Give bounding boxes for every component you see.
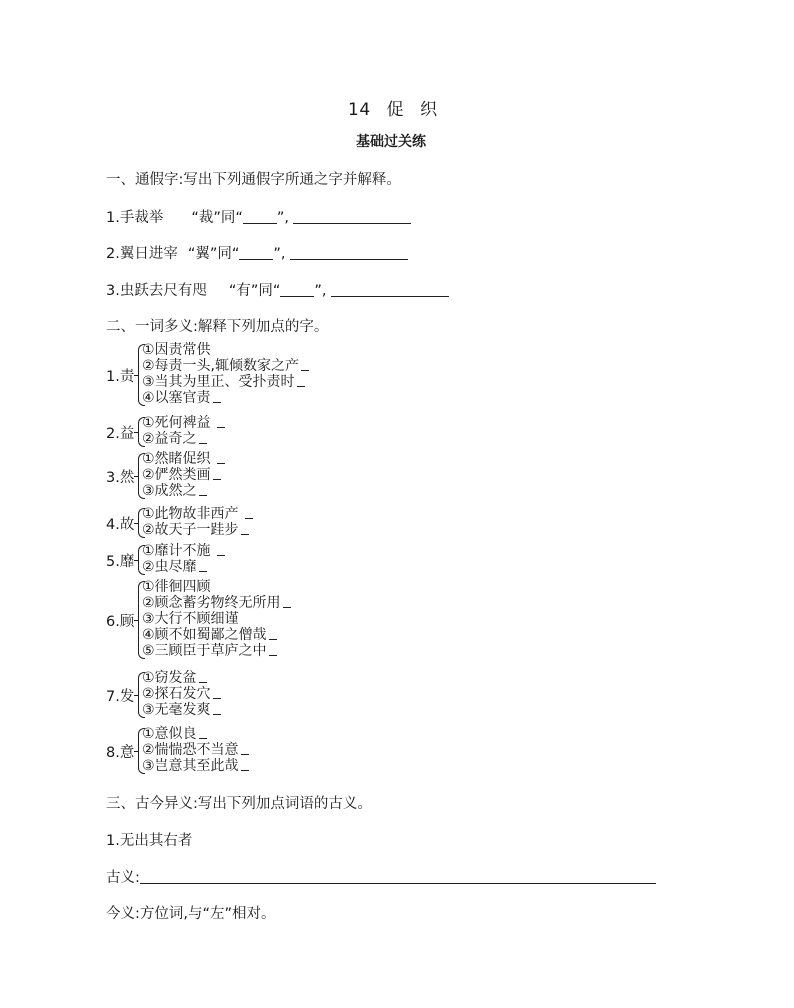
list-item: ①靡计不施: [142, 543, 225, 559]
title-char-2: 织: [420, 100, 438, 120]
fill-item-1: 1.手裁举 “裁”同“ ”,: [106, 206, 411, 227]
answer-blank[interactable]: [140, 869, 656, 884]
list-item: ②顾念蓄劣物终无所用: [142, 595, 291, 611]
section1-heading: 一、通假字:写出下列通假字所通之字并解释。: [106, 172, 401, 188]
list-item: ④顾不如蜀鄙之僧哉: [142, 627, 291, 643]
list-item: ②虫尽靡: [142, 559, 225, 575]
jin-meaning: 今义:方位词,与“左”相对。: [106, 906, 276, 922]
page-title: [348, 95, 438, 120]
list-item: ①窃发盆: [142, 670, 221, 686]
list-item: ③无毫发爽: [142, 702, 221, 718]
gu-meaning-row: [106, 866, 656, 887]
list-item: ②探石发穴: [142, 686, 221, 702]
list-item: ③大行不顾细谨: [142, 611, 239, 627]
list-item: ②俨然类画: [142, 467, 225, 483]
list-item: ②故天子一跬步: [142, 522, 253, 538]
list-item: ①意似良: [142, 726, 249, 742]
answer-blank[interactable]: [243, 209, 277, 224]
lesson-number: 14: [348, 100, 371, 120]
answer-blank[interactable]: [239, 245, 273, 260]
list-item: ②益奇之: [142, 431, 225, 447]
answer-blank[interactable]: [293, 209, 411, 224]
title-char-1: 促: [386, 100, 405, 120]
list-item: ②每责一头,辄倾数家之产: [142, 358, 309, 374]
list-item: ①因责常供: [142, 342, 211, 358]
answer-blank[interactable]: [290, 245, 408, 260]
list-item: ⑤三顾臣于草庐之中: [142, 643, 291, 659]
question-item: 1.无出其右者: [106, 833, 193, 849]
list-item: ①然睹促织: [142, 451, 225, 467]
list-item: ①此物故非西产: [142, 506, 253, 522]
list-item: ①徘徊四顾: [142, 579, 211, 595]
gu-label: 古义:: [106, 870, 140, 886]
fill-item-2: 2.翼日进宰 “翼”同“ ”,: [106, 242, 408, 263]
fill-item-3: 3.虫跃去尺有咫 “有”同“ ”,: [106, 279, 449, 300]
list-item: ③当其为里正、受扑责时: [142, 374, 309, 390]
list-item: ④以塞官责: [142, 390, 309, 406]
section2-heading: 二、一词多义:解释下列加点的字。: [106, 319, 329, 335]
answer-blank[interactable]: [280, 282, 314, 297]
section3-heading: 三、古今异义:写出下列加点词语的古义。: [106, 796, 372, 812]
answer-blank[interactable]: [331, 282, 449, 297]
list-item: ①死何裨益: [142, 415, 225, 431]
list-item: ②惴惴恐不当意: [142, 742, 249, 758]
list-item: ③岂意其至此哉: [142, 758, 249, 774]
page-subtitle: 基础过关练: [356, 134, 426, 150]
list-item: ③成然之: [142, 483, 225, 499]
